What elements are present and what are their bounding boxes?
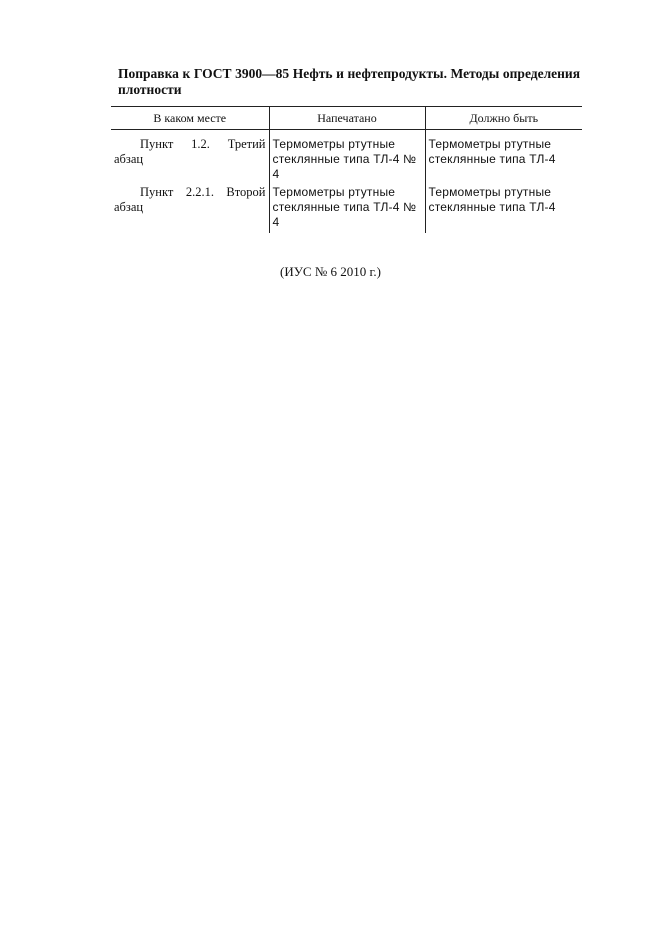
corrections-table [111, 106, 582, 233]
cell-place: Пункт 2.2.1. Второй абзац [114, 185, 266, 214]
document-title: Поправка к ГОСТ 3900—85 Нефть и нефтепродукты. Методы определения плотности [118, 66, 580, 97]
source-reference: (ИУС № 6 2010 г.) [280, 264, 381, 279]
table-header-row [111, 107, 582, 130]
cell-printed: Термометры ртутные стеклянные типа ТЛ-4 № 4 [269, 130, 425, 186]
table-row [111, 130, 582, 186]
header-should-be: Должно быть [425, 107, 582, 130]
cell-should-be: Термометры ртутные стеклянные типа ТЛ-4 [425, 130, 582, 186]
cell-printed: Термометры ртутные стеклянные типа ТЛ-4 № 4 [269, 185, 425, 233]
cell-place: Пункт 1.2. Третий абзац [114, 137, 266, 166]
cell-should-be: Термометры ртутные стеклянные типа ТЛ-4 [425, 185, 582, 233]
table-row [111, 185, 582, 233]
header-place: В каком месте [111, 107, 269, 130]
header-printed: Напечатано [269, 107, 425, 130]
